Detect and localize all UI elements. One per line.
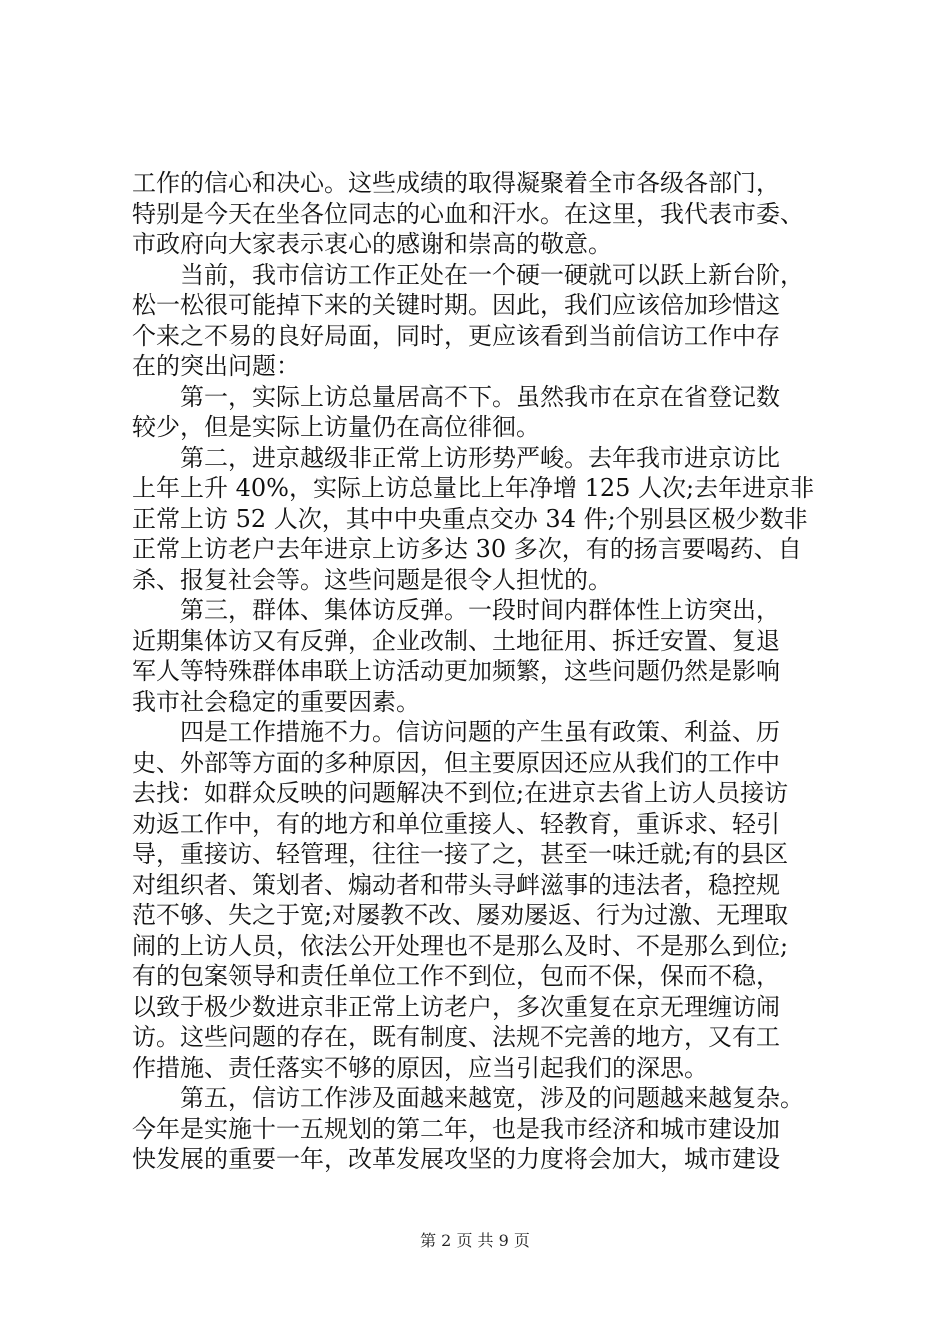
text-line: 对组织者、策划者、煽动者和带头寻衅滋事的违法者，稳控规 bbox=[132, 870, 780, 899]
text-line: 松一松很可能掉下来的关键时期。因此，我们应该倍加珍惜这 bbox=[132, 291, 780, 319]
text-line: 以致于极少数进京非正常上访老户，多次重复在京无理缠访闹 bbox=[132, 992, 780, 1021]
text-line: 闹的上访人员，依法公开处理也不是那么及时、不是那么到位; bbox=[132, 931, 789, 960]
text-line: 今年是实施十一五规划的第二年，也是我市经济和城市建设加 bbox=[132, 1114, 780, 1143]
text-line: 第二，进京越级非正常上访形势严峻。去年我市进京访比 bbox=[132, 443, 780, 472]
text-line: 工作的信心和决心。这些成绩的取得凝聚着全市各级各部门， bbox=[132, 169, 780, 197]
text-line: 去找：如群众反映的问题解决不到位;在进京去省上访人员接访 bbox=[132, 779, 789, 807]
text-line: 正常上访 52 人次，其中中央重点交办 34 件;个别县区极少数非 bbox=[132, 504, 808, 533]
text-line: 特别是今天在坐各位同志的心血和汗水。在这里，我代表市委、 bbox=[132, 199, 804, 228]
text-line: 当前，我市信访工作正处在一个硬一硬就可以跃上新台阶， bbox=[132, 260, 804, 289]
text-line: 范不够、失之于宽;对屡教不改、屡劝屡返、行为过激、无理取 bbox=[132, 901, 789, 929]
text-line: 导，重接访、轻管理，往往一接了之，甚至一味迁就;有的县区 bbox=[132, 840, 789, 868]
text-line: 我市社会稳定的重要因素。 bbox=[132, 687, 420, 716]
text-line: 上年上升 40%，实际上访总量比上年净增 125 人次;去年进京非 bbox=[132, 474, 815, 502]
text-line: 第五，信访工作涉及面越来越宽，涉及的问题越来越复杂。 bbox=[132, 1084, 804, 1112]
text-line: 第三，群体、集体访反弹。一段时间内群体性上访突出， bbox=[132, 596, 780, 624]
document-body bbox=[132, 168, 832, 1175]
page-number-footer: 第 2 页 共 9 页 bbox=[420, 1231, 530, 1250]
text-line: 近期集体访又有反弹，企业改制、土地征用、拆迁安置、复退 bbox=[132, 626, 780, 655]
text-line: 正常上访老户去年进京上访多达 30 多次，有的扬言要喝药、自 bbox=[132, 535, 802, 563]
text-line: 市政府向大家表示衷心的感谢和崇高的敬意。 bbox=[132, 230, 612, 258]
text-line: 史、外部等方面的多种原因，但主要原因还应从我们的工作中 bbox=[132, 748, 780, 777]
text-line: 快发展的重要一年，改革发展攻坚的力度将会加大，城市建设 bbox=[132, 1145, 780, 1173]
text-line: 杀、报复社会等。这些问题是很令人担忧的。 bbox=[132, 565, 612, 594]
text-line: 较少，但是实际上访量仍在高位徘徊。 bbox=[132, 413, 540, 441]
text-line: 在的突出问题： bbox=[132, 352, 300, 380]
text-line: 有的包案领导和责任单位工作不到位，包而不保，保而不稳， bbox=[132, 962, 780, 990]
text-line: 个来之不易的良好局面，同时，更应该看到当前信访工作中存 bbox=[132, 321, 780, 350]
text-line: 作措施、责任落实不够的原因，应当引起我们的深思。 bbox=[132, 1053, 708, 1082]
text-line: 劝返工作中，有的地方和单位重接人、轻教育，重诉求、轻引 bbox=[132, 809, 780, 838]
text-line: 访。这些问题的存在，既有制度、法规不完善的地方，又有工 bbox=[132, 1023, 780, 1051]
text-line: 四是工作措施不力。信访问题的产生虽有政策、利益、历 bbox=[132, 718, 780, 746]
text-line: 军人等特殊群体串联上访活动更加频繁，这些问题仍然是影响 bbox=[132, 657, 780, 685]
text-line: 第一，实际上访总量居高不下。虽然我市在京在省登记数 bbox=[132, 382, 780, 411]
